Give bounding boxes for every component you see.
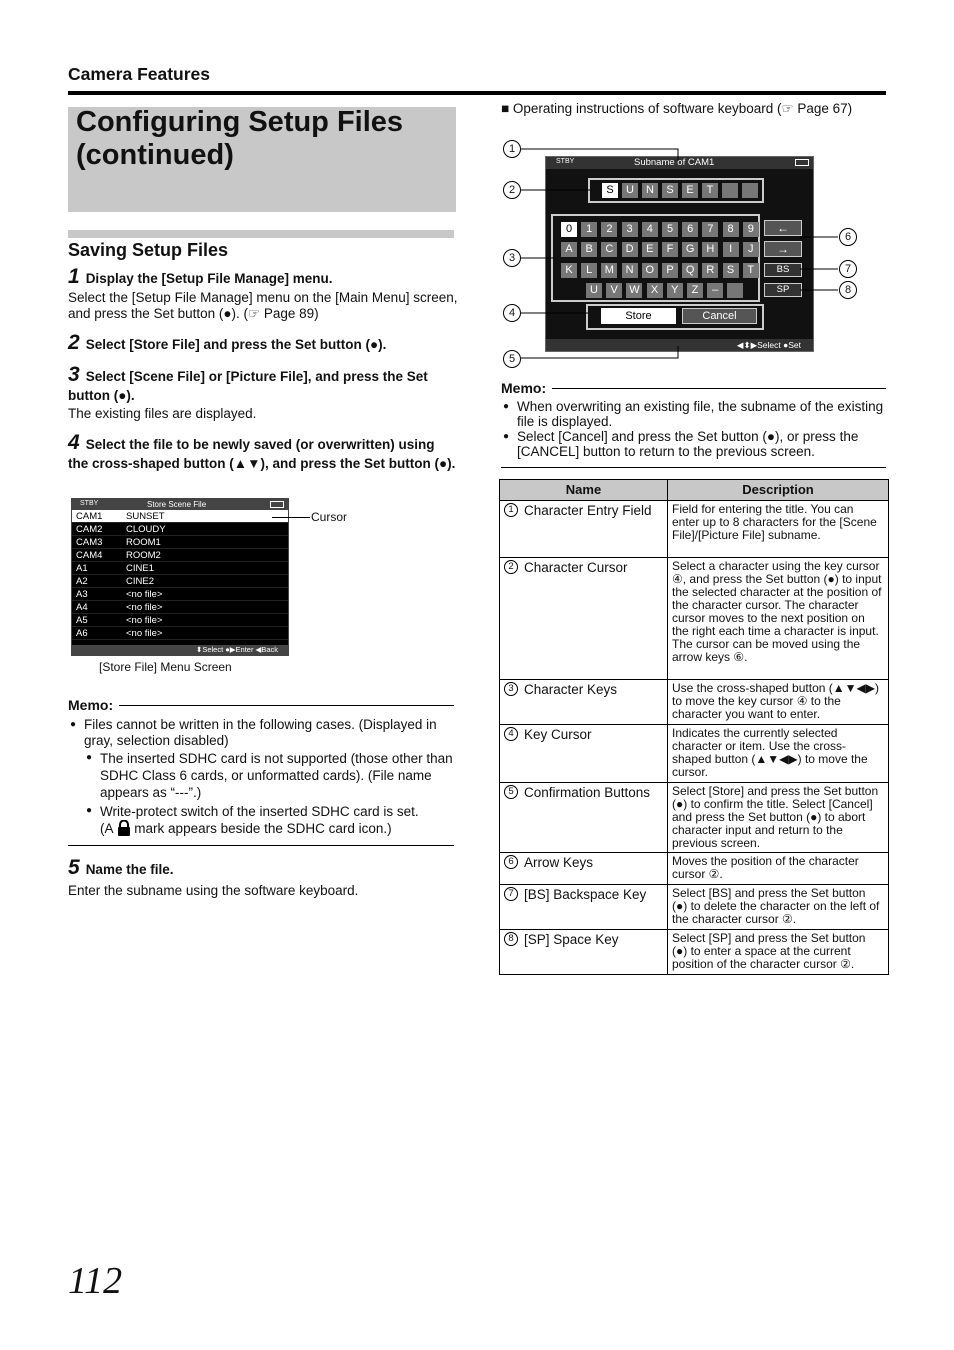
item-name-cell [500, 724, 668, 782]
column-header-description: Description [668, 480, 889, 501]
step-number: 5 [68, 856, 80, 879]
item-description: Use the cross-shaped button (▲▼◀▶) to move the key cursor ④ to the character you want to enter. [668, 679, 889, 724]
character-key[interactable]: S [723, 263, 739, 278]
step-3-body: The existing files are displayed. [68, 406, 257, 421]
file-row[interactable] [72, 562, 288, 575]
item-number: 1 [504, 503, 518, 517]
character-key[interactable]: – [707, 283, 723, 298]
file-slot: CAM2 [76, 524, 103, 535]
character-key[interactable]: Q [682, 263, 698, 278]
character-key[interactable]: R [702, 263, 718, 278]
section-label: Camera Features [68, 64, 211, 84]
character-key[interactable]: 6 [682, 222, 698, 237]
item-name-cell [500, 852, 668, 884]
item-name: Arrow Keys [524, 854, 594, 870]
item-name-cell [500, 782, 668, 852]
step-5-body: Enter the subname using the software keyboard. [68, 883, 359, 898]
callout-3: 3 [503, 249, 521, 267]
character-key[interactable]: C [601, 242, 617, 257]
file-list [72, 510, 288, 640]
stby-label: STBY [556, 158, 575, 165]
subhead-bar [68, 230, 454, 238]
table-row [500, 679, 889, 724]
item-name: Character Keys [524, 681, 618, 697]
left-arrow-key[interactable]: ← [764, 220, 802, 236]
item-number: 8 [504, 932, 518, 946]
table-row [500, 557, 889, 679]
callout-8: 8 [839, 281, 857, 299]
memo-bullet: ● When overwriting an existing file, the subname of the existing file is displayed. [501, 399, 886, 429]
screen-caption: [Store File] Menu Screen [99, 660, 232, 674]
table-row [500, 929, 889, 974]
file-row[interactable] [72, 575, 288, 588]
character-key[interactable]: 0 [561, 222, 577, 237]
store-button[interactable]: Store [601, 308, 676, 324]
step-1 [68, 264, 458, 290]
page-number: 112 [68, 1260, 123, 1302]
character-key[interactable]: Y [667, 283, 683, 298]
cursor-leader-line [272, 517, 310, 518]
item-name: [BS] Backspace Key [524, 886, 647, 902]
callout-1: 1 [503, 140, 521, 158]
callout-2: 2 [503, 181, 521, 199]
character-key[interactable]: 4 [642, 222, 658, 237]
character-key[interactable]: T [743, 263, 759, 278]
character-key[interactable]: F [662, 242, 678, 257]
file-row[interactable] [72, 614, 288, 627]
file-slot: CAM3 [76, 537, 103, 548]
memo-bullet: ● Select [Cancel] and press the Set button (●), or press the [CANCEL] button to return to the previous screen. [501, 429, 886, 459]
character-key[interactable]: 1 [581, 222, 597, 237]
file-slot: CAM4 [76, 550, 103, 561]
item-name: Character Entry Field [524, 502, 652, 518]
character-key[interactable]: E [642, 242, 658, 257]
battery-icon [270, 501, 284, 508]
memo-rule [119, 705, 454, 706]
step-5 [68, 855, 458, 881]
entry-char: N [642, 183, 658, 198]
character-key[interactable]: L [581, 263, 597, 278]
file-row[interactable] [72, 536, 288, 549]
callout-leaders [500, 136, 860, 366]
file-name: <no file> [126, 628, 163, 639]
step-number: 3 [68, 363, 80, 386]
keyboard-intro: ■ Operating instructions of software keyboard (☞ Page 67) [501, 101, 853, 116]
lock-icon [117, 820, 131, 836]
subhead: Saving Setup Files [68, 240, 229, 260]
item-number: 4 [504, 727, 518, 741]
file-row[interactable] [72, 627, 288, 640]
stby-label: STBY [80, 500, 99, 507]
item-name: Character Cursor [524, 559, 628, 575]
item-description: Select [BS] and press the Set button (●) to delete the character on the left of the character cursor ②. [668, 884, 889, 929]
file-row[interactable] [72, 549, 288, 562]
item-name: Key Cursor [524, 726, 592, 742]
item-description: Moves the position of the character cursor ②. [668, 852, 889, 884]
character-key[interactable]: 8 [723, 222, 739, 237]
character-key[interactable]: M [601, 263, 617, 278]
character-key[interactable]: P [662, 263, 678, 278]
file-slot: A2 [76, 576, 88, 587]
character-key[interactable]: G [682, 242, 698, 257]
character-key[interactable]: Z [687, 283, 703, 298]
character-key[interactable]: 9 [743, 222, 759, 237]
character-key[interactable]: D [622, 242, 638, 257]
character-key[interactable]: K [561, 263, 577, 278]
character-key[interactable]: 5 [662, 222, 678, 237]
memo-sub-bullet [84, 803, 454, 837]
item-name-cell [500, 557, 668, 679]
character-key[interactable]: O [642, 263, 658, 278]
step-title: Display the [Setup File Manage] menu. [85, 271, 333, 286]
memo-right [501, 380, 886, 468]
character-key[interactable]: X [647, 283, 663, 298]
item-description: Select [SP] and press the Set button (●) to enter a space at the current position of the character cursor ②. [668, 929, 889, 974]
character-key[interactable]: V [606, 283, 622, 298]
callout-6: 6 [839, 228, 857, 246]
table-row [500, 884, 889, 929]
table-row [500, 782, 889, 852]
item-description: Select [Store] and press the Set button (●) to confirm the title. Select [Cancel] and press the Set button (●) to abort character input and return to the previous screen. [668, 782, 889, 852]
table-row [500, 500, 889, 557]
file-name: SUNSET [126, 511, 165, 522]
item-name-cell [500, 884, 668, 929]
callout-5: 5 [503, 350, 521, 368]
step-title: Select the file to be newly saved (or overwritten) using the cross-shaped button (▲▼), and press the Set button (●). [68, 437, 456, 471]
item-description: Indicates the currently selected character or item. Use the cross-shaped button (▲▼◀▶) to move the cursor. [668, 724, 889, 782]
step-number: 1 [68, 265, 80, 288]
screen-footer: ◀⬍▶Select ●Set [546, 339, 813, 351]
item-name: Confirmation Buttons [524, 784, 651, 800]
memo-bottom-rule [68, 845, 454, 846]
file-slot: A5 [76, 615, 88, 626]
table-row [500, 852, 889, 884]
character-key[interactable]: N [622, 263, 638, 278]
entry-char: E [682, 183, 698, 198]
file-name: ROOM2 [126, 550, 161, 561]
file-row[interactable] [72, 510, 288, 523]
memo-sub-bullet: ● The inserted SDHC card is not supported (those other than SDHC Class 6 cards, or unformatted cards). (File name appears as “---”.) [84, 750, 454, 801]
item-name: [SP] Space Key [524, 931, 619, 947]
file-name: <no file> [126, 615, 163, 626]
memo-left [68, 697, 454, 846]
character-key[interactable]: 3 [622, 222, 638, 237]
file-name: <no file> [126, 602, 163, 613]
step-2 [68, 330, 458, 356]
right-arrow-key[interactable]: → [764, 241, 802, 257]
table-row [500, 724, 889, 782]
memo-text: mark appears beside the SDHC card icon.) [134, 821, 392, 837]
header-rule [68, 91, 886, 95]
file-row[interactable] [72, 588, 288, 601]
memo-text: (A [100, 821, 113, 837]
step-title: Select [Scene File] or [Picture File], and press the Set button (●). [68, 369, 428, 403]
description-table [499, 479, 889, 975]
character-key[interactable]: I [723, 242, 739, 257]
file-slot: A6 [76, 628, 88, 639]
screen-header [72, 499, 288, 510]
entry-char: S [662, 183, 678, 198]
callout-4: 4 [503, 304, 521, 322]
page-title-line2: (continued) [76, 139, 234, 171]
character-key[interactable]: A [561, 242, 577, 257]
step-number: 2 [68, 331, 80, 354]
item-description: Field for entering the title. You can enter up to 8 characters for the [Scene File]/[Picture File] subname. [668, 500, 889, 557]
file-slot: A3 [76, 589, 88, 600]
step-number: 4 [68, 431, 80, 454]
leader-5 [521, 346, 678, 358]
item-number: 7 [504, 887, 518, 901]
item-number: 6 [504, 855, 518, 869]
step-1-body: Select the [Setup File Manage] menu on the [Main Menu] screen, and press the Set button (●). (☞ Page 89) [68, 290, 458, 322]
screen-title: Store Scene File [147, 500, 207, 509]
entry-char: U [622, 183, 638, 198]
callout-7: 7 [839, 260, 857, 278]
character-key[interactable]: 2 [601, 222, 617, 237]
entry-char: S [602, 183, 618, 198]
item-number: 3 [504, 682, 518, 696]
file-slot: A1 [76, 563, 88, 574]
character-key[interactable]: U [586, 283, 602, 298]
step-title: Name the file. [85, 862, 174, 877]
file-name: CINE2 [126, 576, 154, 587]
store-file-screen [71, 498, 289, 656]
memo-title: Memo: [501, 380, 547, 396]
character-key[interactable]: 7 [702, 222, 718, 237]
memo-title: Memo: [68, 697, 114, 713]
file-name: ROOM1 [126, 537, 161, 548]
file-name: <no file> [126, 589, 163, 600]
space-key[interactable]: SP [764, 283, 802, 297]
screen-title: Subname of CAM1 [634, 157, 715, 168]
file-name: CLOUDY [126, 524, 166, 535]
item-description: Select a character using the key cursor ④, and press the Set button (●) to input the selected character at the position of the character cursor. The character cursor moves to the next position on the right each time a character is input. The cursor can be moved using the arrow keys ⑥. [668, 557, 889, 679]
item-name-cell [500, 500, 668, 557]
page-title-line1: Configuring Setup Files [76, 106, 404, 138]
column-header-name: Name [500, 480, 668, 501]
item-number: 5 [504, 785, 518, 799]
memo-text: Write-protect switch of the inserted SDHC card is set. [100, 804, 419, 820]
file-row[interactable] [72, 523, 288, 536]
memo-rule [552, 388, 886, 389]
character-key[interactable]: J [743, 242, 759, 257]
page-title [76, 106, 451, 172]
cancel-button[interactable]: Cancel [682, 308, 757, 324]
screen-footer: ⬍Select ●▶Enter ◀Back [72, 645, 288, 655]
file-slot: A4 [76, 602, 88, 613]
character-key[interactable]: B [581, 242, 597, 257]
memo-bottom-rule [501, 467, 886, 468]
entry-char: T [702, 183, 718, 198]
character-key[interactable]: W [626, 283, 642, 298]
backspace-key[interactable]: BS [764, 263, 802, 277]
file-row[interactable] [72, 601, 288, 614]
item-name-cell [500, 679, 668, 724]
memo-bullet: ● Files cannot be written in the following cases. (Displayed in gray, selection disabled) [68, 717, 454, 749]
item-name-cell [500, 929, 668, 974]
step-title: Select [Store File] and press the Set button (●). [85, 337, 387, 352]
cursor-label: Cursor [311, 510, 348, 524]
character-key[interactable]: H [702, 242, 718, 257]
file-name: CINE1 [126, 563, 154, 574]
file-slot: CAM1 [76, 511, 103, 522]
step-3 [68, 362, 458, 404]
step-4 [68, 430, 458, 472]
item-number: 2 [504, 560, 518, 574]
leader-1 [521, 149, 678, 161]
